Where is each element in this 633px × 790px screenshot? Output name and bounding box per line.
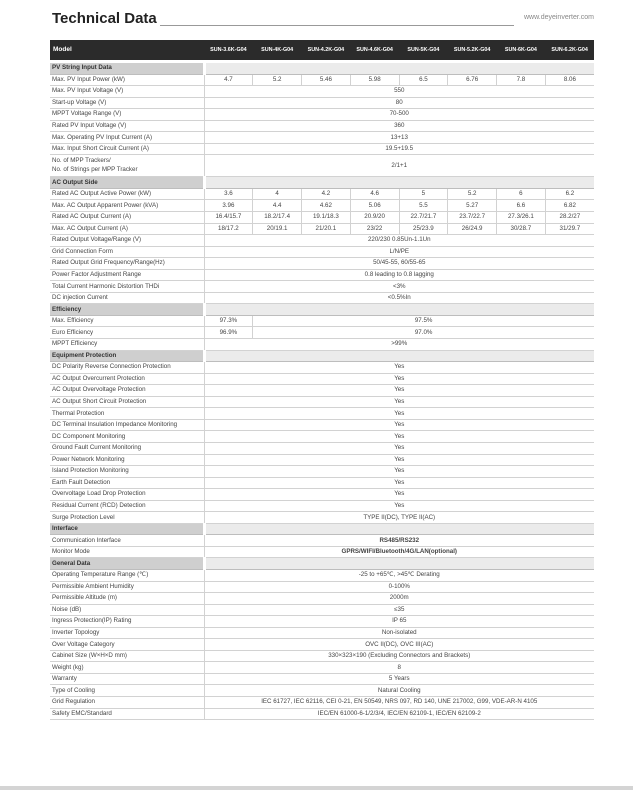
spec-value: IP 65: [204, 616, 594, 628]
spec-label: Power Factor Adjustment Range: [50, 269, 204, 281]
spec-row: [50, 581, 594, 593]
spec-value: 4: [253, 188, 302, 200]
spec-value: 7.8: [497, 74, 546, 86]
spec-value: GPRS/WIFI/Bluetooth/4G/LAN(optional): [204, 546, 594, 558]
page-header: [52, 10, 594, 30]
spec-value: 18/17.2: [204, 223, 253, 235]
spec-label: No. of MPP Trackers/ No. of Strings per MPP Tracker: [50, 155, 204, 177]
spec-value: 0.8 leading to 0.8 lagging: [204, 269, 594, 281]
spec-row: [50, 546, 594, 558]
section-header-row: [50, 62, 594, 75]
model-header-label: Model: [50, 40, 204, 62]
spec-row: [50, 269, 594, 281]
section-header-row: [50, 558, 594, 570]
section-header-row: [50, 523, 594, 535]
spec-label: Max. Efficiency: [50, 315, 204, 327]
spec-value: 8.06: [545, 74, 594, 86]
spec-value: 19.1/18.3: [302, 212, 351, 224]
spec-value: 30/28.7: [497, 223, 546, 235]
spec-value: 4.7: [204, 74, 253, 86]
spec-value: IEC 61727, IEC 62116, CEI 0-21, EN 50549, NRS 097, RD 140, UNE 217002, G99, VDE-AR-N 4105: [204, 696, 594, 708]
spec-label: Surge Protection Level: [50, 512, 204, 524]
spec-value: 5 Years: [204, 673, 594, 685]
spec-value: 360: [204, 120, 594, 132]
spec-label: DC injection Current: [50, 292, 204, 304]
page-bottom-edge: [0, 786, 633, 790]
spec-row: [50, 200, 594, 212]
spec-value: 6.6: [497, 200, 546, 212]
spec-label: Island Protection Monitoring: [50, 466, 204, 478]
spec-value: 97.0%: [253, 327, 594, 339]
spec-label: Max. AC Output Current (A): [50, 223, 204, 235]
spec-label: Residual Current (RCD) Detection: [50, 500, 204, 512]
spec-row: [50, 223, 594, 235]
spec-row: [50, 281, 594, 293]
page-title: Technical Data: [52, 10, 157, 27]
spec-value: Yes: [204, 477, 594, 489]
spec-row: [50, 696, 594, 708]
spec-value: 13+13: [204, 132, 594, 144]
spec-label: Ground Fault Current Monitoring: [50, 442, 204, 454]
spec-label: Max. Input Short Circuit Current (A): [50, 143, 204, 155]
spec-value: 3.6: [204, 188, 253, 200]
section-fill: [204, 304, 594, 316]
spec-value: 97.3%: [204, 315, 253, 327]
spec-label: Thermal Protection: [50, 408, 204, 420]
spec-value: Non-isolated: [204, 627, 594, 639]
spec-row: [50, 155, 594, 177]
spec-label: Earth Fault Detection: [50, 477, 204, 489]
spec-row: [50, 650, 594, 662]
spec-value: RS485/RS232: [204, 535, 594, 547]
spec-row: [50, 431, 594, 443]
spec-value: 0-100%: [204, 581, 594, 593]
spec-row: [50, 132, 594, 144]
spec-row: [50, 143, 594, 155]
spec-value: 23/22: [350, 223, 399, 235]
spec-row: [50, 385, 594, 397]
section-header-row: [50, 350, 594, 362]
spec-value: 50/45-55, 60/55-65: [204, 258, 594, 270]
spec-value: Yes: [204, 385, 594, 397]
spec-label: DC Terminal Insulation Impedance Monitoring: [50, 419, 204, 431]
spec-value: 6.82: [545, 200, 594, 212]
spec-value: Yes: [204, 442, 594, 454]
spec-value: 4.2: [302, 188, 351, 200]
spec-label: Start-up Voltage (V): [50, 97, 204, 109]
spec-row: [50, 500, 594, 512]
spec-row: [50, 327, 594, 339]
spec-label: Rated Output Voltage/Range (V): [50, 235, 204, 247]
spec-value: Yes: [204, 454, 594, 466]
spec-value: 20/19.1: [253, 223, 302, 235]
spec-value: 3.96: [204, 200, 253, 212]
spec-value: 96.9%: [204, 327, 253, 339]
spec-value: Yes: [204, 466, 594, 478]
spec-value: 6.76: [448, 74, 497, 86]
website-url: www.deyeinverter.com: [523, 14, 594, 21]
spec-row: [50, 74, 594, 86]
spec-label: Over Voltage Category: [50, 639, 204, 651]
spec-row: [50, 673, 594, 685]
spec-value: 22.7/21.7: [399, 212, 448, 224]
spec-value: >99%: [204, 339, 594, 351]
spec-value: 19.5+19.5: [204, 143, 594, 155]
model-name: SUN-4.6K-G04: [350, 40, 399, 62]
spec-label: AC Output Overcurrent Protection: [50, 373, 204, 385]
spec-label: Communication Interface: [50, 535, 204, 547]
model-name: SUN-6K-G04: [497, 40, 546, 62]
spec-value: Yes: [204, 500, 594, 512]
spec-value: OVC II(DC), OVC III(AC): [204, 639, 594, 651]
spec-row: [50, 86, 594, 98]
spec-row: [50, 466, 594, 478]
spec-label: AC Output Overvoltage Protection: [50, 385, 204, 397]
spec-row: [50, 454, 594, 466]
spec-label: Rated AC Output Active Power (kW): [50, 188, 204, 200]
spec-row: [50, 512, 594, 524]
spec-value: <3%: [204, 281, 594, 293]
section-title: PV String Input Data: [50, 62, 204, 75]
spec-row: [50, 396, 594, 408]
spec-row: [50, 235, 594, 247]
spec-label: Overvoltage Load Drop Protection: [50, 489, 204, 501]
section-title: AC Output Side: [50, 177, 204, 189]
spec-label: Type of Cooling: [50, 685, 204, 697]
model-name: SUN-5K-G04: [399, 40, 448, 62]
technical-data-table: [50, 40, 594, 720]
model-name: SUN-3.6K-G04: [204, 40, 253, 62]
spec-label: DC Polarity Reverse Connection Protection: [50, 362, 204, 374]
spec-label: Power Network Monitoring: [50, 454, 204, 466]
spec-label: Noise (dB): [50, 604, 204, 616]
spec-value: 2/1+1: [204, 155, 594, 177]
spec-row: [50, 489, 594, 501]
spec-label: MPPT Efficiency: [50, 339, 204, 351]
spec-value: 26/24.9: [448, 223, 497, 235]
spec-value: 80: [204, 97, 594, 109]
spec-row: [50, 535, 594, 547]
spec-label: Euro Efficiency: [50, 327, 204, 339]
spec-value: Yes: [204, 408, 594, 420]
spec-label: Max. PV Input Power (kW): [50, 74, 204, 86]
section-fill: [204, 523, 594, 535]
spec-label: Max. PV Input Voltage (V): [50, 86, 204, 98]
spec-label: Permissible Ambient Humidity: [50, 581, 204, 593]
spec-label: Max. Operating PV Input Current (A): [50, 132, 204, 144]
section-fill: [204, 350, 594, 362]
spec-row: [50, 362, 594, 374]
spec-label: Inverter Topology: [50, 627, 204, 639]
spec-label: Rated PV Input Voltage (V): [50, 120, 204, 132]
spec-row: [50, 246, 594, 258]
spec-value: 97.5%: [253, 315, 594, 327]
spec-label: Grid Regulation: [50, 696, 204, 708]
spec-label: Grid Connection Form: [50, 246, 204, 258]
spec-value: Yes: [204, 396, 594, 408]
spec-row: [50, 662, 594, 674]
spec-label: Warranty: [50, 673, 204, 685]
spec-value: 550: [204, 86, 594, 98]
spec-label: Permissible Altitude (m): [50, 593, 204, 605]
model-name: SUN-5.2K-G04: [448, 40, 497, 62]
section-fill: [204, 177, 594, 189]
spec-row: [50, 627, 594, 639]
spec-row: [50, 708, 594, 720]
spec-value: Yes: [204, 373, 594, 385]
model-header-row: [50, 40, 594, 62]
spec-label: Rated AC Output Current (A): [50, 212, 204, 224]
spec-value: Yes: [204, 362, 594, 374]
section-title: Equipment Protection: [50, 350, 204, 362]
spec-rows: [50, 62, 594, 720]
section-title: General Data: [50, 558, 204, 570]
spec-label: Rated Output Grid Frequency/Range(Hz): [50, 258, 204, 270]
spec-value: 70-500: [204, 109, 594, 121]
spec-value: L/N/PE: [204, 246, 594, 258]
section-header-row: [50, 177, 594, 189]
model-name: SUN-6.2K-G04: [545, 40, 594, 62]
spec-row: [50, 616, 594, 628]
spec-row: [50, 315, 594, 327]
spec-value: 5.5: [399, 200, 448, 212]
spec-value: 21/20.1: [302, 223, 351, 235]
spec-value: Yes: [204, 419, 594, 431]
model-name: SUN-4K-G04: [253, 40, 302, 62]
spec-row: [50, 639, 594, 651]
spec-row: [50, 685, 594, 697]
spec-label: Ingress Protection(IP) Rating: [50, 616, 204, 628]
spec-value: 28.2/27: [545, 212, 594, 224]
spec-row: [50, 373, 594, 385]
spec-row: [50, 258, 594, 270]
spec-value: IEC/EN 61000-6-1/2/3/4, IEC/EN 62109-1, IEC/EN 62109-2: [204, 708, 594, 720]
spec-value: ≤35: [204, 604, 594, 616]
spec-label: Safety EMC/Standard: [50, 708, 204, 720]
title-rule: [160, 25, 514, 26]
spec-value: 16.4/15.7: [204, 212, 253, 224]
spec-row: [50, 339, 594, 351]
spec-value: 4.6: [350, 188, 399, 200]
spec-value: 31/29.7: [545, 223, 594, 235]
spec-value: 6.5: [399, 74, 448, 86]
spec-value: 220/230 0.85Un-1.1Un: [204, 235, 594, 247]
spec-label: MPPT Voltage Range (V): [50, 109, 204, 121]
spec-label: Monitor Mode: [50, 546, 204, 558]
spec-row: [50, 97, 594, 109]
spec-row: [50, 477, 594, 489]
spec-value: 27.3/26.1: [497, 212, 546, 224]
spec-value: 5.27: [448, 200, 497, 212]
spec-label: Weight (kg): [50, 662, 204, 674]
spec-label: DC Component Monitoring: [50, 431, 204, 443]
spec-value: 330×323×190 (Excluding Connectors and Brackets): [204, 650, 594, 662]
section-title: Efficiency: [50, 304, 204, 316]
spec-value: 5.06: [350, 200, 399, 212]
spec-value: <0.5%In: [204, 292, 594, 304]
spec-value: 25/23.9: [399, 223, 448, 235]
section-title: Interface: [50, 523, 204, 535]
spec-value: -25 to +65℃, >45℃ Derating: [204, 569, 594, 581]
spec-value: 5.46: [302, 74, 351, 86]
spec-value: Yes: [204, 489, 594, 501]
spec-row: [50, 109, 594, 121]
spec-row: [50, 188, 594, 200]
spec-label: Cabinet Size (W×H×D mm): [50, 650, 204, 662]
spec-row: [50, 604, 594, 616]
section-header-row: [50, 304, 594, 316]
spec-value: 5.2: [253, 74, 302, 86]
spec-value: 23.7/22.7: [448, 212, 497, 224]
spec-value: 5: [399, 188, 448, 200]
spec-row: [50, 593, 594, 605]
spec-label: AC Output Short Circuit Protection: [50, 396, 204, 408]
spec-row: [50, 419, 594, 431]
spec-row: [50, 292, 594, 304]
spec-row: [50, 442, 594, 454]
model-name: SUN-4.2K-G04: [302, 40, 351, 62]
spec-row: [50, 569, 594, 581]
spec-value: 2000m: [204, 593, 594, 605]
spec-value: 18.2/17.4: [253, 212, 302, 224]
spec-value: 5.98: [350, 74, 399, 86]
spec-value: Yes: [204, 431, 594, 443]
spec-value: 20.9/20: [350, 212, 399, 224]
spec-value: 6.2: [545, 188, 594, 200]
spec-value: 6: [497, 188, 546, 200]
spec-value: Natural Cooling: [204, 685, 594, 697]
spec-row: [50, 212, 594, 224]
spec-row: [50, 408, 594, 420]
spec-value: 5.2: [448, 188, 497, 200]
spec-row: [50, 120, 594, 132]
section-fill: [204, 558, 594, 570]
spec-label: Max. AC Output Apparent Power (kVA): [50, 200, 204, 212]
section-fill: [204, 62, 594, 75]
spec-value: 8: [204, 662, 594, 674]
spec-value: 4.4: [253, 200, 302, 212]
spec-value: 4.62: [302, 200, 351, 212]
spec-label: Total Current Harmonic Distortion THDi: [50, 281, 204, 293]
spec-label: Operating Temperature Range (℃): [50, 569, 204, 581]
spec-value: TYPE II(DC), TYPE II(AC): [204, 512, 594, 524]
